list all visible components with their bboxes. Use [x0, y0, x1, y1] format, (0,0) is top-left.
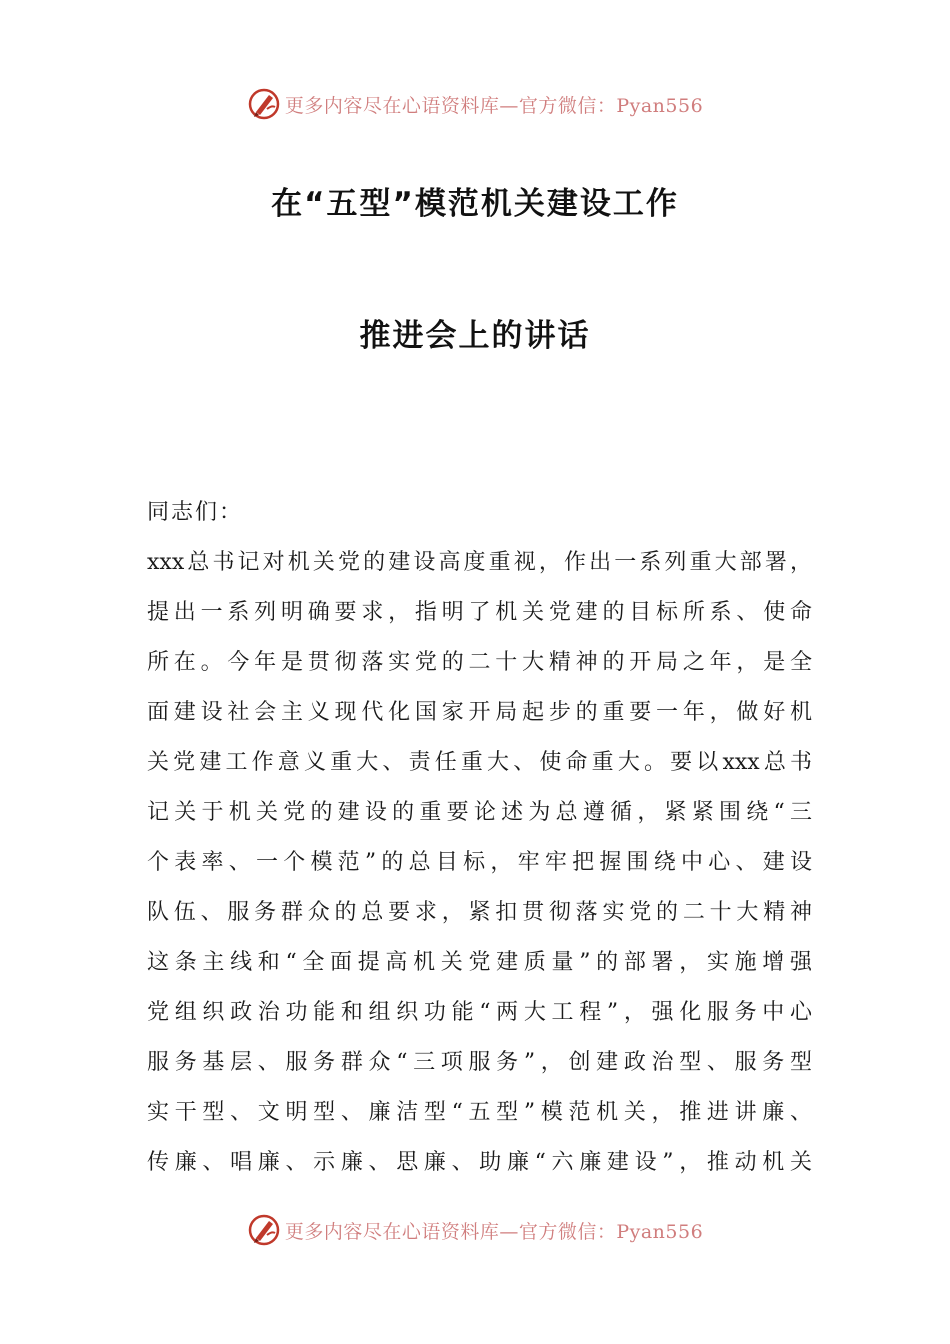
- header-banner: [0, 84, 950, 124]
- speech-body: [147, 543, 812, 1193]
- footer-banner-text: 更多内容尽在心语资料库—官方微信：Pyan556: [284, 1220, 704, 1243]
- body-line: 这条主线和“全面提高机关党建质量”的部署，实施增强: [147, 950, 812, 975]
- body-line: 个表率、一个模范”的总目标，牢牢把握围绕中心、建设: [147, 850, 812, 875]
- body-line: 服务基层、服务群众“三项服务”，创建政治型、服务型: [147, 1050, 812, 1075]
- document-title-line2: 推进会上的讲话: [359, 318, 591, 354]
- header-banner-text: 更多内容尽在心语资料库—官方微信：Pyan556: [284, 94, 704, 117]
- body-line: 所在。今年是贯彻落实党的二十大精神的开局之年，是全: [147, 650, 812, 675]
- greeting: 同志们：: [147, 500, 244, 525]
- document-title-line1: 在“五型”模范机关建设工作: [271, 186, 679, 222]
- body-line: 提出一系列明确要求，指明了机关党建的目标所系、使命: [147, 600, 812, 625]
- footer-banner: [0, 1210, 950, 1250]
- body-line: 面建设社会主义现代化国家开局起步的重要一年，做好机: [147, 700, 812, 725]
- pen-logo-icon: [247, 87, 281, 121]
- body-line: 记关于机关党的建设的重要论述为总遵循，紧紧围绕“三: [147, 800, 812, 825]
- body-line: 实干型、文明型、廉洁型“五型”模范机关，推进讲廉、: [147, 1100, 812, 1125]
- body-line: 队伍、服务群众的总要求，紧扣贯彻落实党的二十大精神: [147, 900, 812, 925]
- body-line: 党组织政治功能和组织功能“两大工程”，强化服务中心: [147, 1000, 812, 1025]
- pen-logo-icon: [247, 1213, 281, 1247]
- body-line: xxx总书记对机关党的建设高度重视，作出一系列重大部署，: [147, 550, 812, 575]
- body-line: 关党建工作意义重大、责任重大、使命重大。要以xxx总书: [147, 750, 812, 775]
- body-line: 传廉、唱廉、示廉、思廉、助廉“六廉建设”，推动机关: [147, 1150, 812, 1175]
